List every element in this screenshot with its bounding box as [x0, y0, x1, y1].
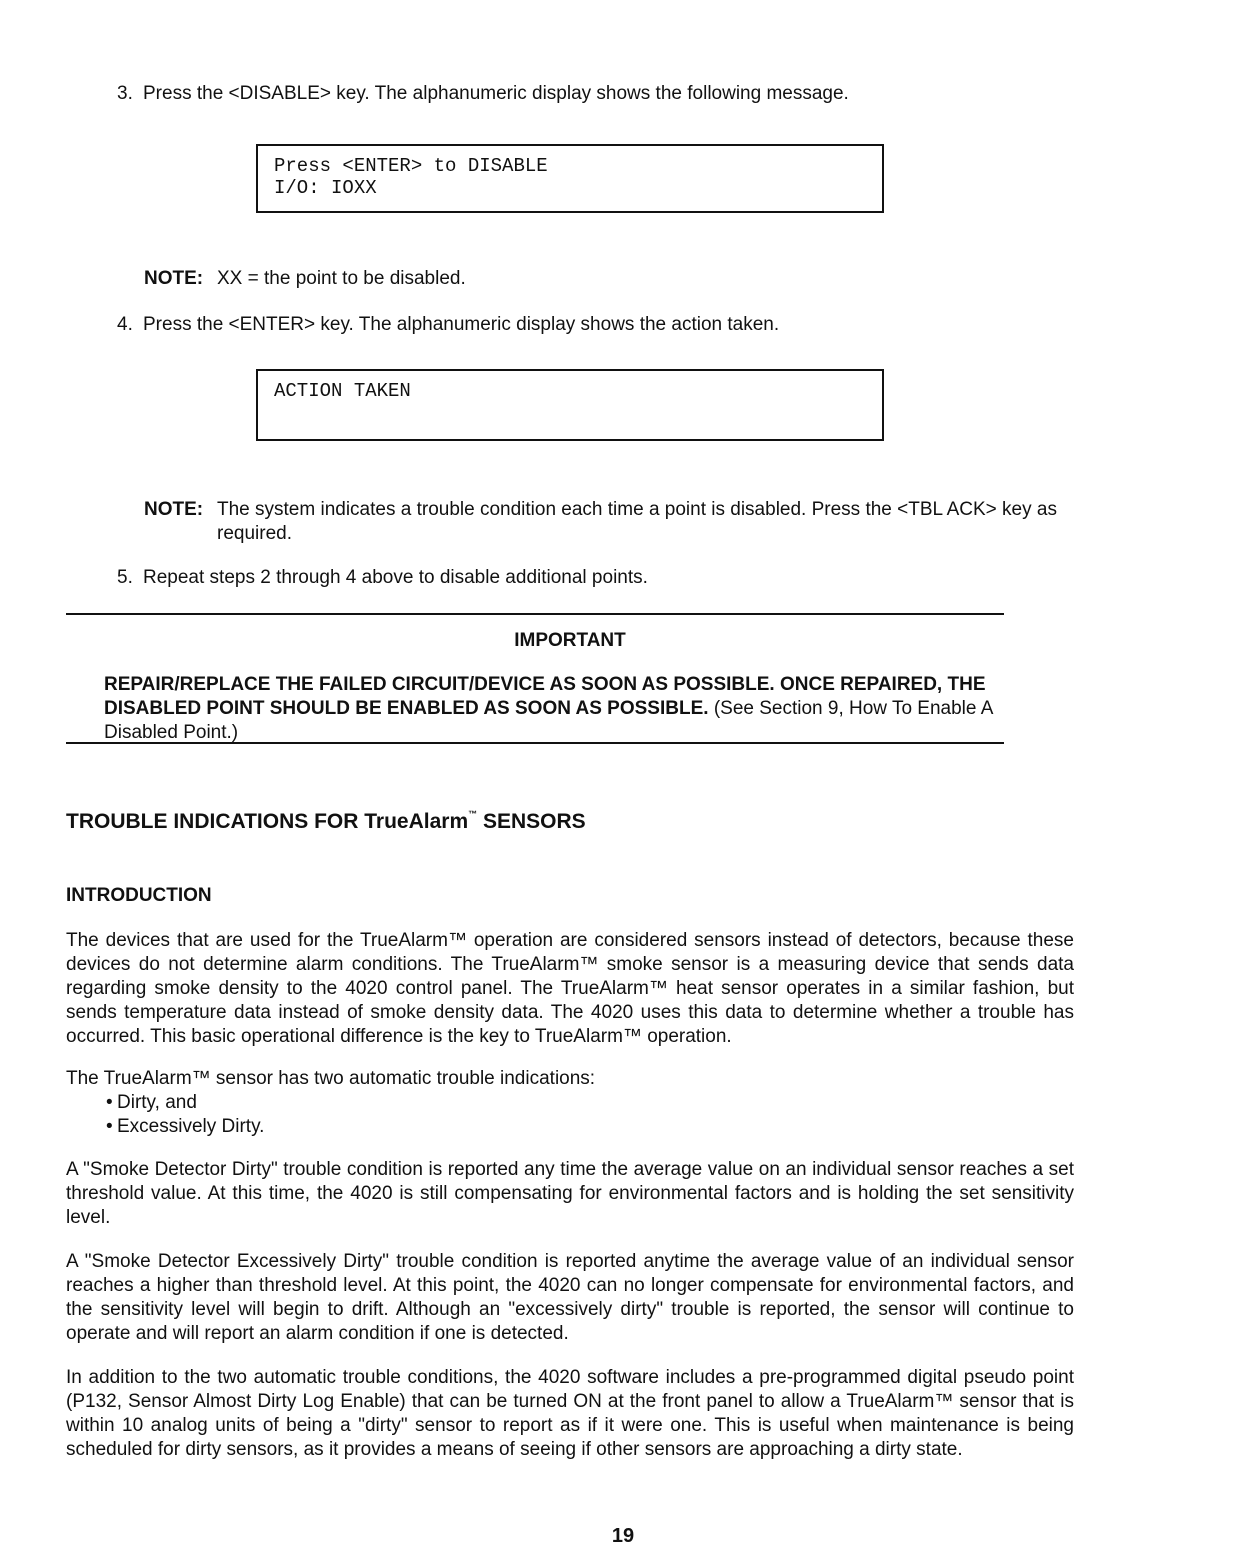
note-2 — [144, 498, 1104, 546]
paragraph-4: A "Smoke Detector Excessively Dirty" trouble condition is reported anytime the average value of an individual sensor reaches a higher than threshold level. At this point, the 4020 can no longer compensate for environmental factors, and the sensitivity level will begin to drift. Although an "excessively dirty" trouble is reported, the sensor will continue to operate and will report an alarm condition if one is detected. — [66, 1251, 1074, 1344]
display-line-1: ACTION TAKEN — [274, 380, 411, 402]
important-bold-text: REPAIR/REPLACE THE FAILED CIRCUIT/DEVICE AS SOON AS POSSIBLE. ONCE REPAIRED, THE DISABLED POINT SHOULD BE ENABLED AS SOON AS POSSIBLE. — [104, 674, 986, 719]
note-label: NOTE: — [144, 268, 204, 289]
step-text: Press the <DISABLE> key. The alphanumeric display shows the following message. — [143, 83, 849, 104]
step-text: Press the <ENTER> key. The alphanumeric display shows the action taken. — [143, 314, 780, 335]
subheading-introduction: INTRODUCTION — [66, 885, 212, 906]
step-text: Repeat steps 2 through 4 above to disable additional points. — [143, 567, 648, 588]
section-title-part2: SENSORS — [477, 810, 586, 833]
important-title: IMPORTANT — [514, 630, 626, 651]
display-message-action-taken — [256, 369, 884, 441]
trademark-symbol: ™ — [468, 809, 478, 819]
list-item: • Excessively Dirty. — [92, 1115, 692, 1139]
list-item: • Dirty, and — [92, 1091, 692, 1115]
step-5 — [117, 566, 1117, 590]
important-text — [104, 673, 1044, 745]
display-line-1: Press <ENTER> to DISABLE — [274, 155, 548, 177]
trouble-indications-list — [92, 1091, 692, 1139]
step-number: 3. — [117, 83, 133, 104]
important-top-rule — [66, 613, 1004, 615]
display-message-disable — [256, 144, 884, 213]
note-text: XX = the point to be disabled. — [217, 268, 466, 289]
important-bottom-rule — [66, 742, 1004, 744]
paragraph-3: A "Smoke Detector Dirty" trouble condition is reported any time the average value on an individual sensor reaches a set threshold value. At this time, the 4020 is still compensating for environmental factors and is holding the set sensitivity level. — [66, 1159, 1074, 1228]
section-title-part1: TROUBLE INDICATIONS FOR TrueAlarm — [66, 810, 469, 833]
step-4 — [117, 313, 1117, 337]
page-number: 19 — [611, 1525, 635, 1547]
note-text: The system indicates a trouble condition each time a point is disabled. Press the <TBL ACK> key as required. — [217, 499, 1057, 544]
paragraph-1: The devices that are used for the TrueAlarm™ operation are considered sensors instead of detectors, because these devices do not determine alarm conditions. The TrueAlarm™ smoke sensor is a measuring device that sends data regarding smoke density to the 4020 control panel. The TrueAlarm™ heat sensor operates in a similar fashion, but sends temperature data instead of smoke density data. The 4020 uses this data to determine whether a trouble has occurred. This basic operational difference is the key to TrueAlarm™ operation. — [66, 930, 1074, 1047]
step-number: 4. — [117, 314, 133, 335]
important-normal-text: (See Section 9, How To Enable A Disabled Point.) — [104, 698, 993, 743]
section-title — [66, 808, 586, 836]
step-number: 5. — [117, 567, 133, 588]
note-label: NOTE: — [144, 499, 204, 520]
display-line-2: I/O: IOXX — [274, 177, 377, 199]
note-1 — [144, 267, 1104, 291]
paragraph-2: The TrueAlarm™ sensor has two automatic trouble indications: — [66, 1068, 596, 1089]
step-3 — [117, 82, 1117, 106]
paragraph-5: In addition to the two automatic trouble conditions, the 4020 software includes a pre-programmed digital pseudo point (P132, Sensor Almost Dirty Log Enable) that can be turned ON at the front panel to allow a TrueAlarm™ sensor that is within 10 analog units of being a "dirty" sensor to report as if it were one. This is useful when maintenance is being scheduled for dirty sensors, as it provides a means of seeing if other sensors are approaching a dirty state. — [66, 1367, 1074, 1460]
